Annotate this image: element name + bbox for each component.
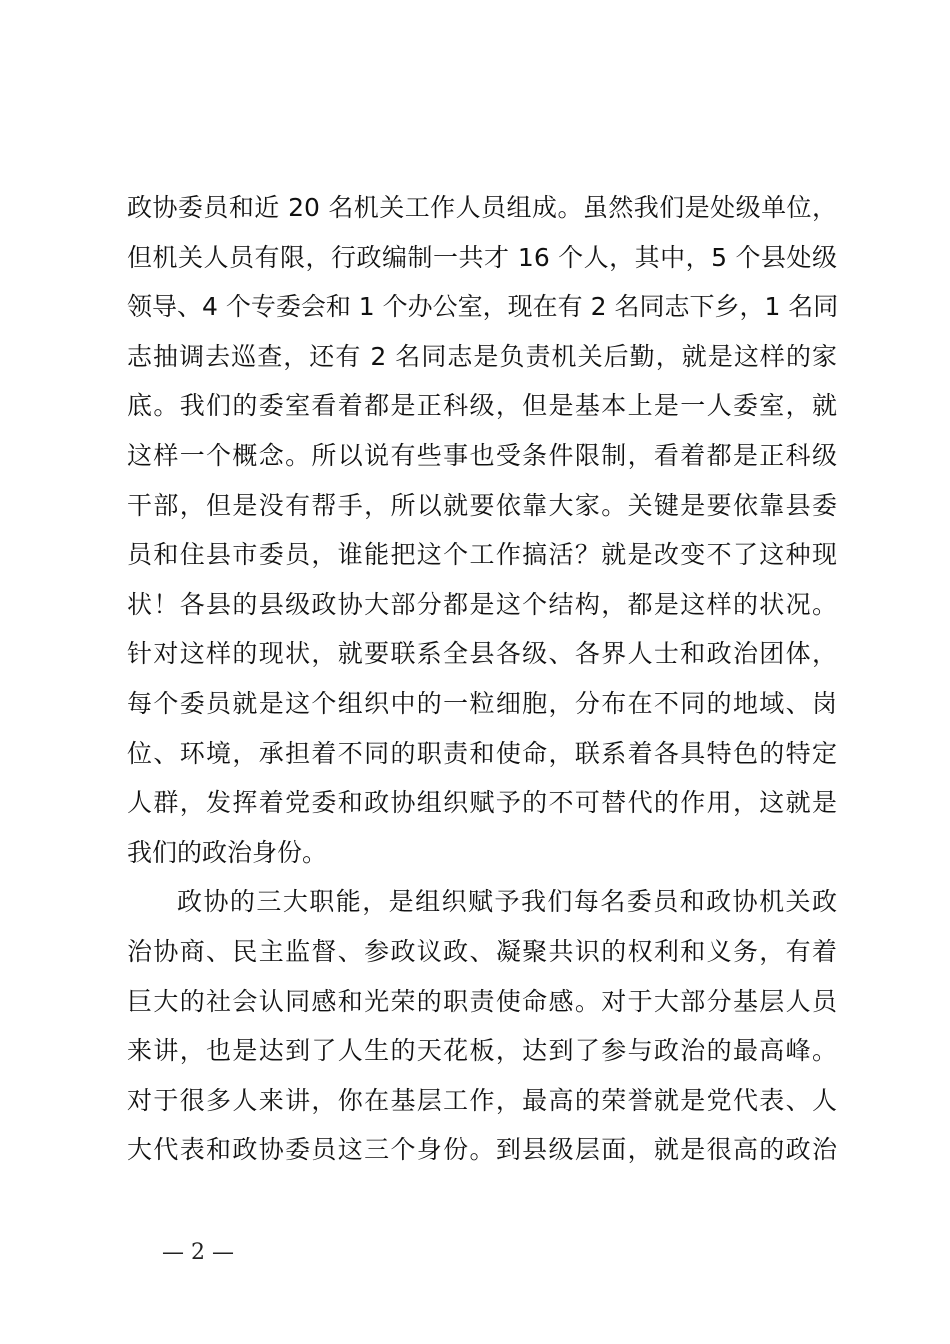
text-line: 状！各县的县级政协大部分都是这个结构，都是这样的状况。 <box>127 589 837 619</box>
body-text <box>127 183 837 1175</box>
text-line: 但机关人员有限，行政编制一共才 16 个人，其中，5 个县处级 <box>127 242 837 272</box>
paragraph-1 <box>127 183 837 877</box>
text-line: 志抽调去巡查，还有 2 名同志是负责机关后勤，就是这样的家 <box>127 341 837 371</box>
text-line: 人群，发挥着党委和政协组织赋予的不可替代的作用，这就是 <box>127 788 837 818</box>
text-line: 底。我们的委室看着都是正科级，但是基本上是一人委室，就 <box>127 391 837 421</box>
text-line: 位、环境，承担着不同的职责和使命，联系着各具特色的特定 <box>127 738 837 768</box>
text-line: 来讲，也是达到了人生的天花板，达到了参与政治的最高峰。 <box>127 1036 837 1066</box>
text-line: 领导、4 个专委会和 1 个办公室，现在有 2 名同志下乡，1 名同 <box>127 292 839 322</box>
text-line: 大代表和政协委员这三个身份。到县级层面，就是很高的政治 <box>127 1135 837 1165</box>
paragraph-2 <box>127 877 837 1175</box>
text-line: 我们的政治身份。 <box>127 837 328 867</box>
text-line: 这样一个概念。所以说有些事也受条件限制，看着都是正科级 <box>127 440 837 470</box>
text-line: 员和住县市委员，谁能把这个工作搞活？就是改变不了这种现 <box>127 540 837 570</box>
text-line: 对于很多人来讲，你在基层工作，最高的荣誉就是党代表、人 <box>127 1085 837 1115</box>
text-line: 针对这样的现状，就要联系全县各级、各界人士和政治团体， <box>127 639 837 669</box>
page-number: — 2 — <box>162 1240 234 1265</box>
text-line: 巨大的社会认同感和光荣的职责使命感。对于大部分基层人员 <box>127 986 837 1016</box>
text-line: 政协的三大职能，是组织赋予我们每名委员和政协机关政 <box>177 887 837 917</box>
text-line: 每个委员就是这个组织中的一粒细胞，分布在不同的地域、岗 <box>127 688 837 718</box>
text-line: 干部，但是没有帮手，所以就要依靠大家。关键是要依靠县委 <box>127 490 837 520</box>
text-line: 政协委员和近 20 名机关工作人员组成。虽然我们是处级单位， <box>127 193 837 222</box>
text-line: 治协商、民主监督、参政议政、凝聚共识的权利和义务，有着 <box>127 936 837 966</box>
